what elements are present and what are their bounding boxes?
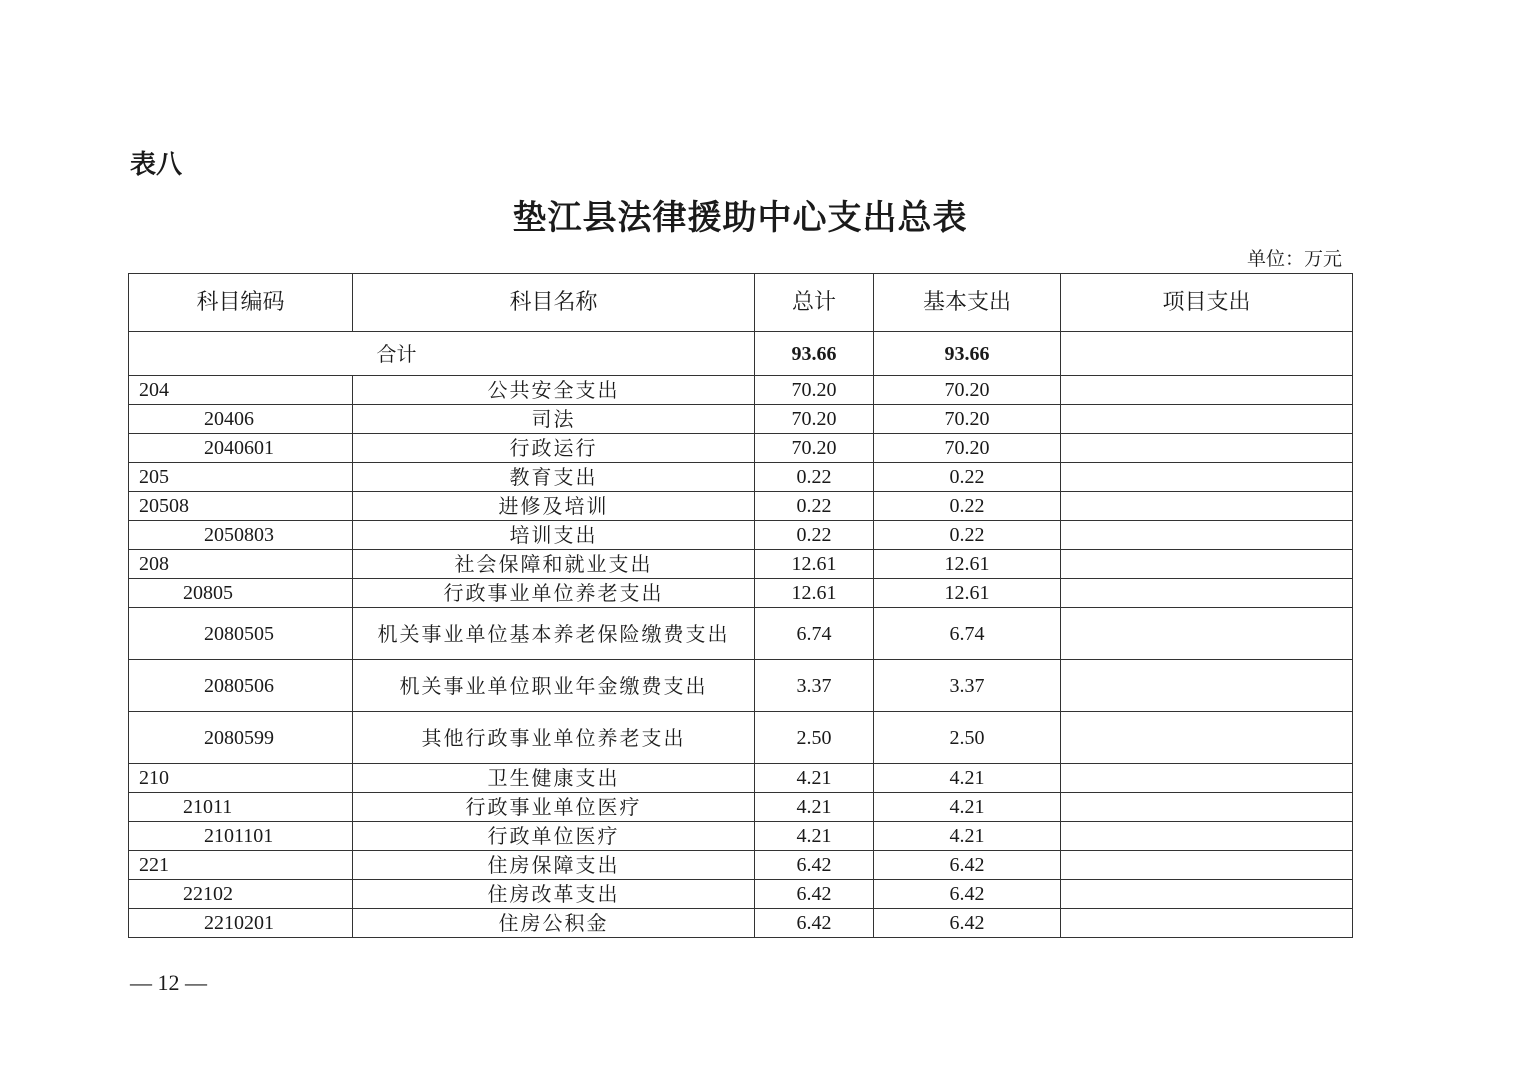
header-code: 科目编码 [129, 274, 353, 332]
row-code: 208 [129, 550, 353, 579]
row-basic: 6.42 [874, 880, 1061, 909]
table-row [129, 405, 1353, 434]
row-code: 2050803 [129, 521, 353, 550]
row-name: 行政事业单位养老支出 [353, 579, 755, 608]
row-name: 司法 [353, 405, 755, 434]
row-name: 培训支出 [353, 521, 755, 550]
row-total: 0.22 [755, 492, 874, 521]
row-code: 205 [129, 463, 353, 492]
row-total: 6.74 [755, 608, 874, 660]
row-total: 6.42 [755, 851, 874, 880]
row-project [1061, 608, 1353, 660]
row-project [1061, 880, 1353, 909]
table-row [129, 712, 1353, 764]
table-row [129, 492, 1353, 521]
row-basic: 0.22 [874, 521, 1061, 550]
row-name: 行政单位医疗 [353, 822, 755, 851]
row-name: 社会保障和就业支出 [353, 550, 755, 579]
row-name: 机关事业单位基本养老保险缴费支出 [353, 608, 755, 660]
table-header-row [129, 274, 1353, 332]
row-total: 6.42 [755, 909, 874, 938]
row-project [1061, 851, 1353, 880]
total-sum: 93.66 [755, 332, 874, 376]
row-project [1061, 909, 1353, 938]
header-name: 科目名称 [353, 274, 755, 332]
header-project: 项目支出 [1061, 274, 1353, 332]
row-basic: 6.74 [874, 608, 1061, 660]
row-total: 0.22 [755, 463, 874, 492]
table-row [129, 660, 1353, 712]
row-name: 教育支出 [353, 463, 755, 492]
row-code: 2080506 [129, 660, 353, 712]
row-code: 20406 [129, 405, 353, 434]
page-number: — 12 — [130, 970, 207, 995]
row-basic: 6.42 [874, 909, 1061, 938]
row-project [1061, 376, 1353, 405]
row-basic: 12.61 [874, 579, 1061, 608]
row-basic: 70.20 [874, 405, 1061, 434]
row-total: 4.21 [755, 822, 874, 851]
row-total: 0.22 [755, 521, 874, 550]
document-label: 表八 [130, 150, 183, 180]
table-row [129, 793, 1353, 822]
row-name: 进修及培训 [353, 492, 755, 521]
row-project [1061, 822, 1353, 851]
table-row [129, 608, 1353, 660]
table-row [129, 463, 1353, 492]
row-name: 卫生健康支出 [353, 764, 755, 793]
row-total: 12.61 [755, 579, 874, 608]
table-row [129, 851, 1353, 880]
total-basic: 93.66 [874, 332, 1061, 376]
row-total: 6.42 [755, 880, 874, 909]
row-name: 其他行政事业单位养老支出 [353, 712, 755, 764]
row-basic: 6.42 [874, 851, 1061, 880]
table-row [129, 822, 1353, 851]
row-code: 2080599 [129, 712, 353, 764]
table-row [129, 521, 1353, 550]
row-code: 2210201 [129, 909, 353, 938]
row-basic: 0.22 [874, 463, 1061, 492]
row-code: 2101101 [129, 822, 353, 851]
row-name: 行政运行 [353, 434, 755, 463]
row-basic: 0.22 [874, 492, 1061, 521]
table-row [129, 550, 1353, 579]
row-total: 4.21 [755, 793, 874, 822]
row-basic: 3.37 [874, 660, 1061, 712]
header-basic: 基本支出 [874, 274, 1061, 332]
row-basic: 70.20 [874, 376, 1061, 405]
row-basic: 12.61 [874, 550, 1061, 579]
row-name: 公共安全支出 [353, 376, 755, 405]
row-basic: 4.21 [874, 793, 1061, 822]
row-code: 204 [129, 376, 353, 405]
row-project [1061, 712, 1353, 764]
total-label: 合计 [129, 332, 755, 376]
row-code: 2040601 [129, 434, 353, 463]
total-row [129, 332, 1353, 376]
row-project [1061, 764, 1353, 793]
row-code: 22102 [129, 880, 353, 909]
table-row [129, 880, 1353, 909]
row-project [1061, 492, 1353, 521]
row-name: 机关事业单位职业年金缴费支出 [353, 660, 755, 712]
row-total: 70.20 [755, 434, 874, 463]
row-basic: 4.21 [874, 764, 1061, 793]
row-code: 221 [129, 851, 353, 880]
row-total: 4.21 [755, 764, 874, 793]
table-row [129, 579, 1353, 608]
row-total: 70.20 [755, 405, 874, 434]
row-name: 住房保障支出 [353, 851, 755, 880]
table-row [129, 764, 1353, 793]
row-basic: 4.21 [874, 822, 1061, 851]
row-code: 20508 [129, 492, 353, 521]
row-total: 3.37 [755, 660, 874, 712]
unit-label: 单位：万元 [1246, 248, 1342, 270]
row-code: 2080505 [129, 608, 353, 660]
row-project [1061, 793, 1353, 822]
row-total: 12.61 [755, 550, 874, 579]
row-code: 210 [129, 764, 353, 793]
row-project [1061, 463, 1353, 492]
table-row [129, 376, 1353, 405]
row-code: 20805 [129, 579, 353, 608]
table-row [129, 434, 1353, 463]
table-row [129, 909, 1353, 938]
row-code: 21011 [129, 793, 353, 822]
total-project [1061, 332, 1353, 376]
header-total: 总计 [755, 274, 874, 332]
row-project [1061, 579, 1353, 608]
row-name: 住房改革支出 [353, 880, 755, 909]
row-basic: 2.50 [874, 712, 1061, 764]
row-total: 70.20 [755, 376, 874, 405]
row-basic: 70.20 [874, 434, 1061, 463]
row-project [1061, 405, 1353, 434]
document-title: 垫江县法律援助中心支出总表 [512, 198, 968, 238]
expense-table [128, 273, 1353, 938]
row-name: 住房公积金 [353, 909, 755, 938]
row-project [1061, 550, 1353, 579]
row-total: 2.50 [755, 712, 874, 764]
row-name: 行政事业单位医疗 [353, 793, 755, 822]
row-project [1061, 521, 1353, 550]
row-project [1061, 434, 1353, 463]
row-project [1061, 660, 1353, 712]
